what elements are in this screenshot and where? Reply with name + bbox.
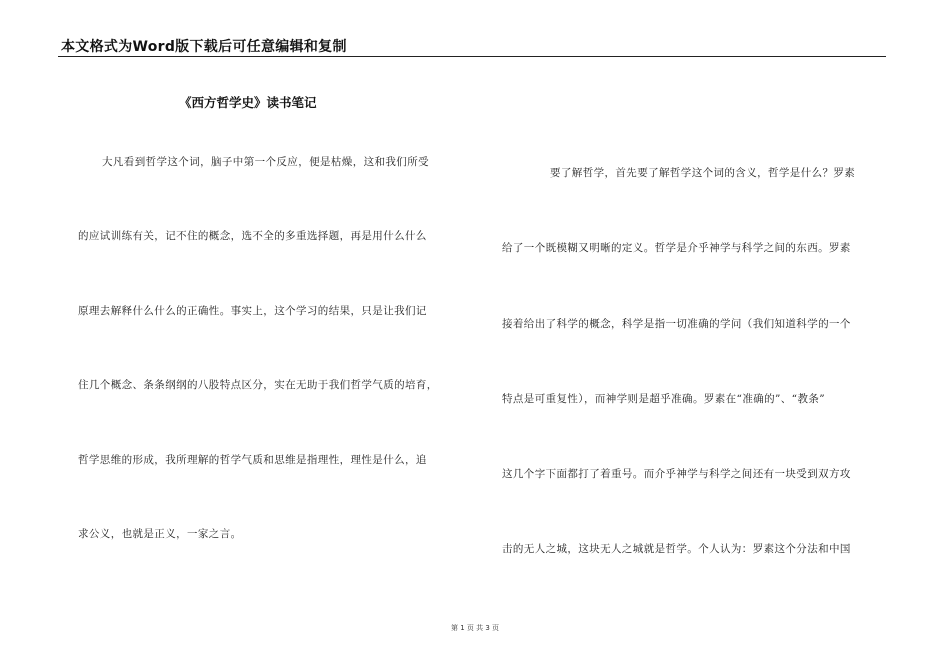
- right-line-3: 接着给出了科学的概念，科学是指一切准确的学问（我们知道科学的一个: [502, 318, 851, 330]
- left-line-6: 求公义，也就是正义，一家之言。: [78, 528, 242, 540]
- left-line-4: 住几个概念、条条纲纲的八股特点区分，实在无助于我们哲学气质的培育，: [78, 379, 438, 391]
- left-line-3: 原理去解释什么什么的正确性。事实上，这个学习的结果，只是让我们记: [78, 305, 427, 317]
- left-line-1: 大凡看到哲学这个词，脑子中第一个反应，便是枯燥，这和我们所受: [102, 156, 429, 168]
- header-note: 本文格式为Word版下载后可任意编辑和复制: [61, 39, 347, 55]
- right-line-4: 特点是可重复性），而神学则是超乎准确。罗素在“准确的”、“教条”: [502, 393, 826, 405]
- document-title: 《西方哲学史》读书笔记: [179, 95, 317, 110]
- right-line-6: 击的无人之城，这块无人之城就是哲学。个人认为：罗素这个分法和中国: [502, 543, 851, 555]
- right-line-2: 给了一个既模糊又明晰的定义。哲学是介乎神学与科学之间的东西。罗素: [502, 242, 851, 254]
- right-line-5: 这几个字下面都打了着重号。而介乎神学与科学之间还有一块受到双方攻: [502, 468, 851, 480]
- header-divider: [58, 56, 886, 57]
- left-line-2: 的应试训练有关，记不住的概念，选不全的多重选择题，再是用什么什么: [78, 230, 427, 242]
- left-line-5: 哲学思维的形成，我所理解的哲学气质和思维是指理性，理性是什么，追: [78, 454, 427, 466]
- right-line-1: 要了解哲学，首先要了解哲学这个词的含义，哲学是什么？罗素: [550, 167, 856, 179]
- page-number: 第 1 页 共 3 页: [450, 624, 500, 632]
